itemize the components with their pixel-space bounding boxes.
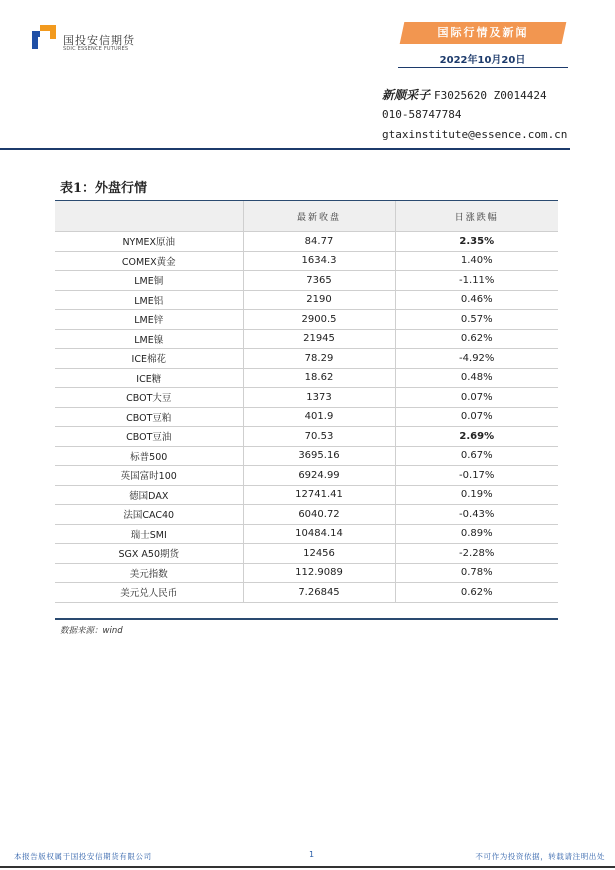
- table-row: [55, 524, 558, 544]
- footer-divider: [0, 866, 615, 868]
- report-date: 2022年10月20日: [439, 55, 526, 66]
- table-row: [55, 544, 558, 564]
- instrument-name-cell: LME铝: [55, 290, 243, 310]
- header-latest-close: 最新收盘: [243, 201, 395, 232]
- table-row: [55, 407, 558, 427]
- instrument-name-cell: LME锌: [55, 310, 243, 330]
- daily-change-cell: 0.46%: [395, 290, 558, 310]
- table-bottom-rule: [55, 618, 558, 620]
- table-row: [55, 485, 558, 505]
- latest-close-cell: 2900.5: [243, 310, 395, 330]
- latest-close-cell: 70.53: [243, 427, 395, 447]
- daily-change-cell: 0.19%: [395, 485, 558, 505]
- latest-close-cell: 112.9089: [243, 563, 395, 583]
- header-daily-change: 日涨跌幅: [395, 201, 558, 232]
- logo-name-en: SDIC ESSENCE FUTURES: [63, 46, 129, 52]
- instrument-name-cell: ICE糖: [55, 368, 243, 388]
- instrument-name-cell: 英国富时100: [55, 466, 243, 486]
- latest-close-cell: 18.62: [243, 368, 395, 388]
- data-source-note: 数据来源：wind: [60, 626, 123, 636]
- latest-close-cell: 78.29: [243, 349, 395, 369]
- table-title: 表1：外盘行情: [60, 181, 148, 196]
- daily-change-cell: 0.62%: [395, 329, 558, 349]
- latest-close-cell: 1634.3: [243, 251, 395, 271]
- analyst-line: [382, 86, 547, 103]
- latest-close-cell: 12741.41: [243, 485, 395, 505]
- table-row: [55, 388, 558, 408]
- latest-close-cell: 10484.14: [243, 524, 395, 544]
- instrument-name-cell: 美元指数: [55, 563, 243, 583]
- latest-close-cell: 12456: [243, 544, 395, 564]
- daily-change-cell: 1.40%: [395, 251, 558, 271]
- instrument-name-cell: CBOT大豆: [55, 388, 243, 408]
- table-row: [55, 563, 558, 583]
- contact-email[interactable]: gtaxinstitute@essence.com.cn: [382, 128, 568, 141]
- instrument-name-cell: 德国DAX: [55, 485, 243, 505]
- daily-change-cell: 0.78%: [395, 563, 558, 583]
- daily-change-cell: -2.28%: [395, 544, 558, 564]
- section-banner-title: 国际行情及新闻: [437, 26, 529, 39]
- daily-change-cell: 0.62%: [395, 583, 558, 603]
- table-header-row: [55, 201, 558, 232]
- company-logo: [32, 25, 172, 53]
- table-row: [55, 251, 558, 271]
- table-row: [55, 290, 558, 310]
- latest-close-cell: 401.9: [243, 407, 395, 427]
- latest-close-cell: 2190: [243, 290, 395, 310]
- instrument-name-cell: 法国CAC40: [55, 505, 243, 525]
- footer-copyright: 本报告版权属于国投安信期货有限公司: [14, 852, 152, 861]
- table-row: [55, 349, 558, 369]
- daily-change-cell: 0.57%: [395, 310, 558, 330]
- date-divider: [398, 67, 568, 68]
- instrument-name-cell: 瑞士SMI: [55, 524, 243, 544]
- header-divider: [0, 148, 570, 150]
- instrument-name-cell: LME铜: [55, 271, 243, 291]
- header-instrument: [55, 201, 243, 232]
- table-row: [55, 427, 558, 447]
- analyst-name: 新顺采子: [382, 88, 431, 102]
- instrument-name-cell: 标普500: [55, 446, 243, 466]
- table-row: [55, 368, 558, 388]
- instrument-name-cell: SGX A50期货: [55, 544, 243, 564]
- daily-change-cell: 0.48%: [395, 368, 558, 388]
- latest-close-cell: 1373: [243, 388, 395, 408]
- daily-change-cell: 2.69%: [395, 427, 558, 447]
- instrument-name-cell: NYMEX原油: [55, 232, 243, 252]
- daily-change-cell: -0.43%: [395, 505, 558, 525]
- instrument-name-cell: CBOT豆粕: [55, 407, 243, 427]
- daily-change-cell: 0.07%: [395, 407, 558, 427]
- daily-change-cell: 0.89%: [395, 524, 558, 544]
- overseas-market-table: [55, 201, 558, 603]
- table-row: [55, 446, 558, 466]
- table-row: [55, 232, 558, 252]
- daily-change-cell: 2.35%: [395, 232, 558, 252]
- footer-page-number: 1: [309, 850, 315, 859]
- daily-change-cell: -1.11%: [395, 271, 558, 291]
- analyst-license-ids: F3025620 Z0014424: [434, 89, 547, 102]
- instrument-name-cell: 美元兑人民币: [55, 583, 243, 603]
- latest-close-cell: 3695.16: [243, 446, 395, 466]
- daily-change-cell: 0.07%: [395, 388, 558, 408]
- logo-name-cn: 国投安信期货: [63, 34, 135, 47]
- daily-change-cell: 0.67%: [395, 446, 558, 466]
- latest-close-cell: 21945: [243, 329, 395, 349]
- table-row: [55, 329, 558, 349]
- table-row: [55, 505, 558, 525]
- footer-disclaimer: 不可作为投资依据，转载请注明出处: [475, 852, 605, 861]
- contact-phone: 010-58747784: [382, 108, 462, 121]
- latest-close-cell: 6924.99: [243, 466, 395, 486]
- daily-change-cell: -4.92%: [395, 349, 558, 369]
- latest-close-cell: 7365: [243, 271, 395, 291]
- latest-close-cell: 6040.72: [243, 505, 395, 525]
- instrument-name-cell: ICE棉花: [55, 349, 243, 369]
- table-row: [55, 466, 558, 486]
- logo-mark-icon: [32, 25, 56, 49]
- table-row: [55, 310, 558, 330]
- table-row: [55, 583, 558, 603]
- instrument-name-cell: LME镍: [55, 329, 243, 349]
- latest-close-cell: 84.77: [243, 232, 395, 252]
- daily-change-cell: -0.17%: [395, 466, 558, 486]
- latest-close-cell: 7.26845: [243, 583, 395, 603]
- instrument-name-cell: CBOT豆油: [55, 427, 243, 447]
- table-row: [55, 271, 558, 291]
- instrument-name-cell: COMEX黄金: [55, 251, 243, 271]
